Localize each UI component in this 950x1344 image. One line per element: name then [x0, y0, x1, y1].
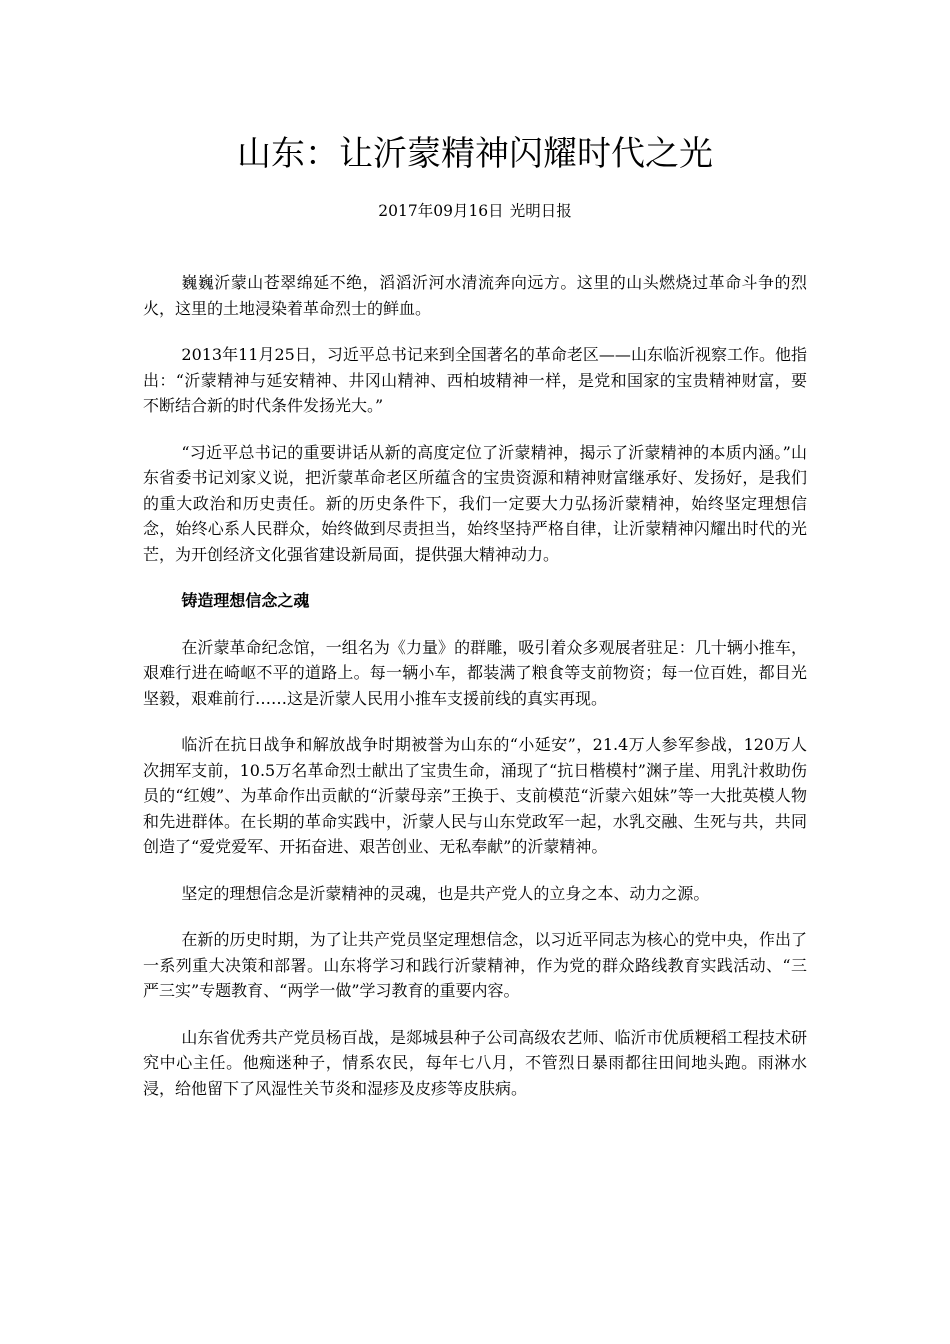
paragraph: 坚定的理想信念是沂蒙精神的灵魂，也是共产党人的立身之本、动力之源。: [181, 883, 710, 903]
article-body: [143, 270, 807, 1122]
paragraph: 2013年11月25日，习近平总书记来到全国著名的革命老区——山东临沂视察工作。他指出：“沂蒙精神与延安精神、井冈山精神、西柏坡精神一样，是党和国家的宝贵精神财富，要不断结合新的时代条件发扬光大。”: [143, 345, 807, 415]
article-date: 2017年09月16日: [378, 202, 504, 220]
paragraph: “习近平总书记的重要讲话从新的高度定位了沂蒙精神，揭示了沂蒙精神的本质内涵。”山东省委书记刘家义说，把沂蒙革命老区所蕴含的宝贵资源和精神财富继承好、发扬好，是我们的重大政治和历史责任。新的历史条件下，我们一定要大力弘扬沂蒙精神，始终坚定理想信念，始终心系人民群众，始终做到尽责担当，始终坚持严格自律，让沂蒙精神闪耀出时代的光芒，为开创经济文化强省建设新局面，提供强大精神动力。: [143, 442, 807, 564]
paragraph: 山东省优秀共产党员杨百战，是郯城县种子公司高级农艺师、临沂市优质粳稻工程技术研究中心主任。他痴迷种子，情系农民，每年七八月，不管烈日暴雨都往田间地头跑。雨淋水浸，给他留下了风湿性关节炎和湿疹及皮疹等皮肤病。: [143, 1027, 807, 1098]
paragraph: 在新的历史时期，为了让共产党员坚定理想信念，以习近平同志为核心的党中央，作出了一系列重大决策和部署。山东将学习和践行沂蒙精神，作为党的群众路线教育实践活动、“三严三实”专题教育、“两学一做”学习教育的重要内容。: [143, 930, 807, 1000]
article-byline: [0, 200, 950, 222]
paragraph: 在沂蒙革命纪念馆，一组名为《力量》的群雕，吸引着众多观展者驻足：几十辆小推车，艰难行进在崎岖不平的道路上。每一辆小车，都装满了粮食等支前物资；每一位百姓，都目光坚毅，艰难前行……这是沂蒙人民用小推车支援前线的真实再现。: [143, 637, 807, 708]
article-source: 光明日报: [509, 202, 572, 220]
paragraph: 巍巍沂蒙山苍翠绵延不绝，滔滔沂河水清流奔向远方。这里的山头燃烧过革命斗争的烈火，这里的土地浸染着革命烈士的鲜血。: [143, 273, 807, 318]
paragraph: 临沂在抗日战争和解放战争时期被誉为山东的“小延安”，21.4万人参军参战，120万人次拥军支前，10.5万名革命烈士献出了宝贵生命，涌现了“抗日楷模村”渊子崖、用乳汁救助伤员的“红嫂”、为革命作出贡献的“沂蒙母亲”王换于、支前模范“沂蒙六姐妹”等一大批英模人物和先进群体。在长期的革命实践中，沂蒙人民与山东党政军一起，水乳交融、生死与共，共同创造了“爱党爱军、开拓奋进、艰苦创业、无私奉献”的沂蒙精神。: [143, 735, 807, 856]
article-title: 山东：让沂蒙精神闪耀时代之光: [237, 134, 713, 174]
section-heading: 铸造理想信念之魂: [181, 591, 310, 610]
